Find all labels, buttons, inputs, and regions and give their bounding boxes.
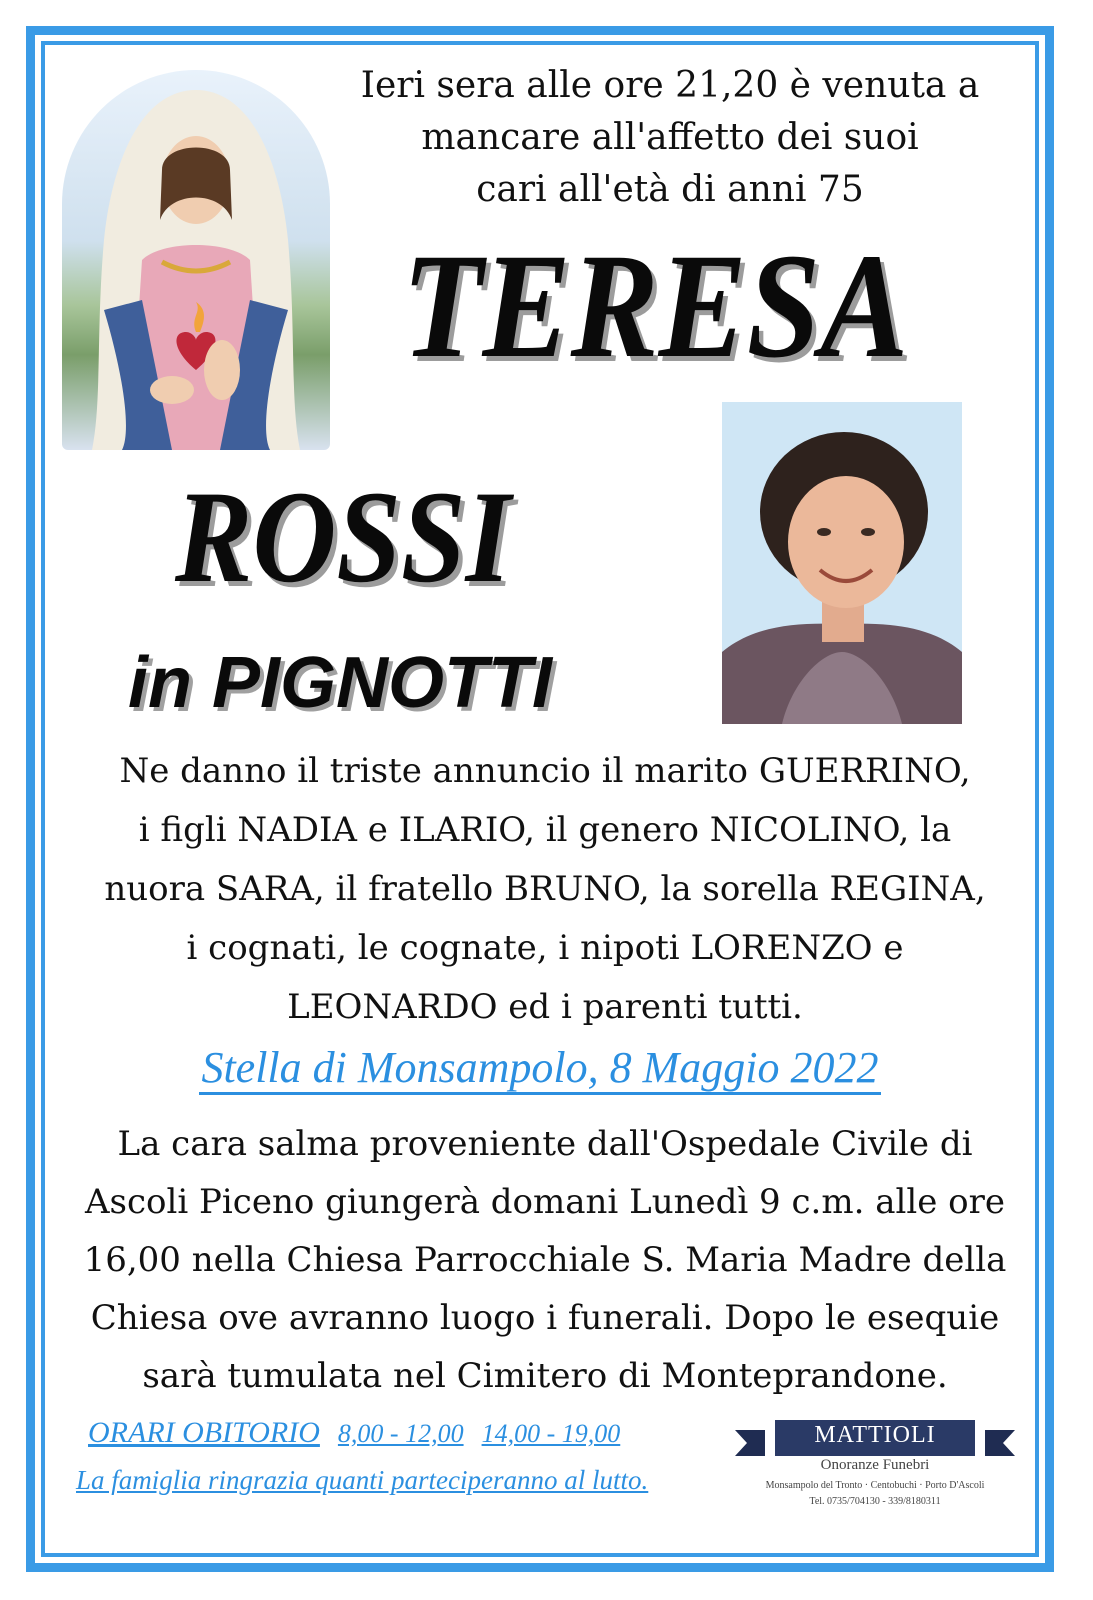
funeral-line: La cara salma proveniente dall'Ospedale Civile di bbox=[117, 1124, 973, 1164]
funeral-details bbox=[50, 1115, 1040, 1405]
funeral-home-logo bbox=[735, 1414, 1015, 1507]
deceased-first-name: TERESA bbox=[402, 223, 909, 389]
mortuary-hours-label: ORARI OBITORIO bbox=[88, 1416, 320, 1449]
funeral-line: Chiesa ove avranno luogo i funerali. Dopo le esequie bbox=[90, 1298, 1000, 1338]
intro-line: mancare all'affetto dei suoi bbox=[421, 117, 919, 158]
mortuary-hours bbox=[88, 1416, 620, 1450]
deceased-married-name: in PIGNOTTI bbox=[128, 643, 552, 723]
funeral-home-name: MATTIOLI bbox=[814, 1422, 936, 1448]
announcement-line: nuora SARA, il fratello BRUNO, la sorella REGINA, bbox=[104, 869, 986, 909]
announcement-line: Ne danno il triste annuncio il marito GUERRINO, bbox=[119, 751, 971, 791]
intro-text bbox=[340, 60, 1000, 216]
announcement-line: i figli NADIA e ILARIO, il genero NICOLINO, la bbox=[138, 810, 952, 850]
deceased-portrait-photo bbox=[722, 402, 962, 724]
mortuary-hours-afternoon: 14,00 - 19,00 bbox=[481, 1419, 621, 1448]
funeral-line: sarà tumulata nel Cimitero di Monteprandone. bbox=[142, 1356, 948, 1396]
funeral-line: 16,00 nella Chiesa Parrocchiale S. Maria Madre della bbox=[83, 1240, 1007, 1280]
announcement-text bbox=[50, 742, 1040, 1037]
place-date-text: Stella di Monsampolo, 8 Maggio 2022 bbox=[199, 1043, 880, 1095]
deceased-last-name: ROSSI bbox=[175, 463, 511, 610]
intro-line: Ieri sera alle ore 21,20 è venuta a bbox=[360, 65, 980, 106]
announcement-line: LEONARDO ed i parenti tutti. bbox=[287, 987, 803, 1027]
family-thanks: La famiglia ringrazia quanti parteciperanno al lutto. bbox=[76, 1465, 649, 1495]
announcement-line: i cognati, le cognate, i nipoti LORENZO e bbox=[186, 928, 904, 968]
funeral-home-locations: Monsampolo del Tronto · Centobuchi · Porto D'Ascoli bbox=[765, 1480, 985, 1491]
intro-line: cari all'età di anni 75 bbox=[476, 169, 864, 210]
madonna-image bbox=[62, 70, 330, 450]
funeral-home-phone: Tel. 0735/704130 - 339/8180311 bbox=[809, 1496, 941, 1507]
funeral-line: Ascoli Piceno giungerà domani Lunedì 9 c.m. alle ore bbox=[84, 1182, 1005, 1222]
mortuary-hours-morning: 8,00 - 12,00 bbox=[337, 1419, 464, 1448]
place-date-heading bbox=[50, 1040, 1030, 1096]
funeral-home-subtitle: Onoranze Funebri bbox=[820, 1457, 930, 1473]
